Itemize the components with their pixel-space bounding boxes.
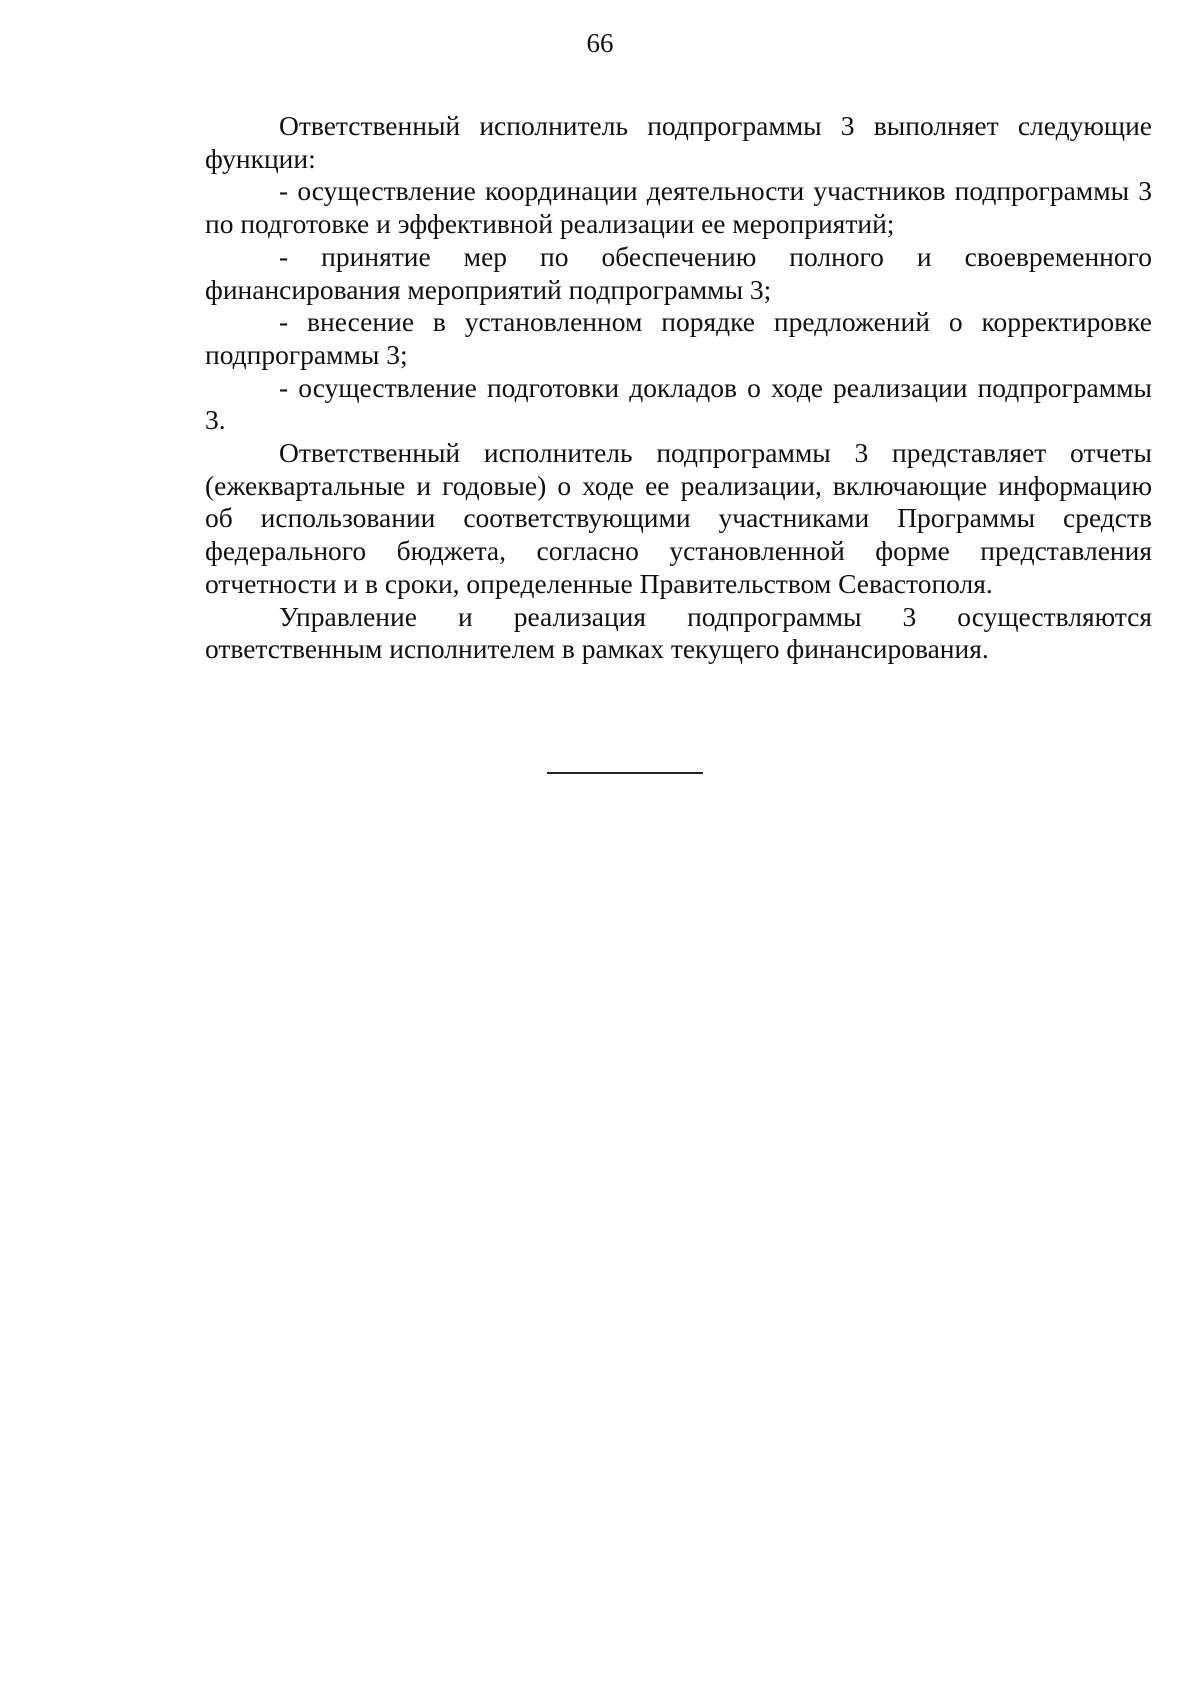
paragraph-reporting: Ответственный исполнитель подпрограммы 3 представляет отчеты (ежеквартальные и годовые) о ходе ее реализации, включающие информацию об использовании соответствующими участниками Программы средств федерального бюджета, согласно установленной форме представления отчетности и в сроки, определенные Правительством Севастополя. bbox=[205, 437, 1152, 599]
list-item-coordination: - осуществление координации деятельности участников подпрограммы 3 по подготовке и эффективной реализации ее мероприятий; bbox=[205, 175, 1152, 240]
list-item-financing: - принятие мер по обеспечению полного и своевременного финансирования мероприятий подпрограммы 3; bbox=[205, 240, 1152, 305]
list-item-reports: - осуществление подготовки докладов о ходе реализации подпрограммы 3. bbox=[205, 371, 1152, 436]
document-body bbox=[205, 110, 1152, 666]
paragraph-functions-intro: Ответственный исполнитель подпрограммы 3 выполняет следующие функции: bbox=[205, 110, 1152, 174]
end-separator-line bbox=[547, 772, 703, 774]
list-item-corrections: - внесение в установленном порядке предложений о корректировке подпрограммы 3; bbox=[205, 306, 1152, 370]
paragraph-management: Управление и реализация подпрограммы 3 осуществляются ответственным исполнителем в рамках текущего финансирования. bbox=[205, 600, 1152, 665]
page-number: 66 bbox=[586, 28, 614, 58]
